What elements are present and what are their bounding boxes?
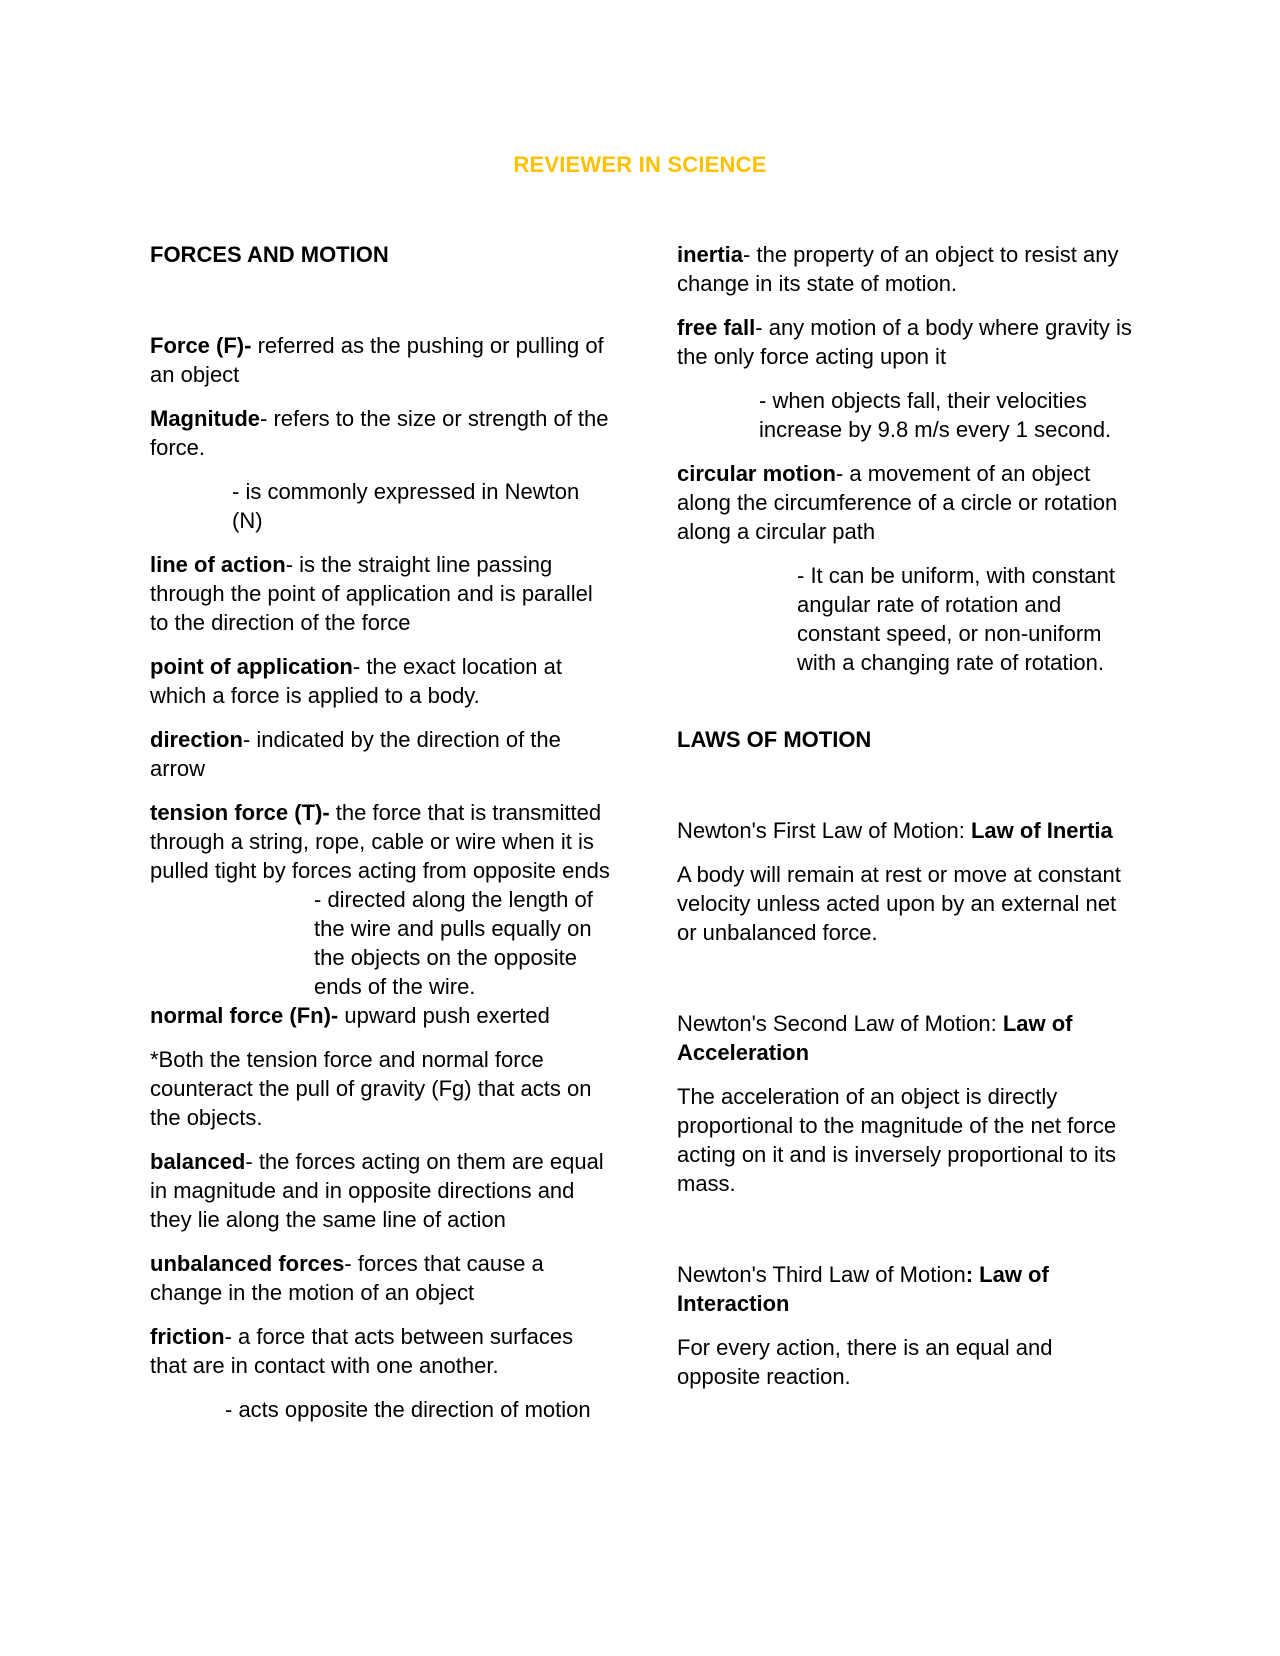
section-heading-forces: FORCES AND MOTION <box>150 242 389 267</box>
definition-magnitude <box>150 404 610 462</box>
law-prefix: Newton's Third Law of Motion <box>677 1262 966 1287</box>
definition-text: - a force that acts between surfaces that are in contact with one another. <box>150 1324 574 1378</box>
definition-friction <box>150 1322 610 1380</box>
definition-balanced <box>150 1147 610 1234</box>
forces-note: *Both the tension force and normal force counteract the pull of gravity (Fg) that acts on the objects. <box>150 1047 592 1130</box>
definition-normal <box>150 1001 610 1030</box>
term: circular motion <box>677 461 836 486</box>
document-title: REVIEWER IN SCIENCE <box>513 152 767 177</box>
term: Magnitude <box>150 406 260 431</box>
spacer <box>150 269 610 331</box>
definition-point-of-application <box>150 652 610 710</box>
law-prefix: Newton's First Law of Motion: <box>677 818 971 843</box>
law-1-title <box>677 816 1137 845</box>
definition-text: - refers to the size or strength of the force. <box>150 406 609 460</box>
law-3-title <box>677 1260 1137 1318</box>
friction-note: - acts opposite the direction of motion <box>225 1397 591 1422</box>
definition-circular-motion <box>677 459 1137 546</box>
law-name: Law of Inertia <box>970 818 1113 843</box>
spacer <box>677 1213 1137 1260</box>
term: line of action <box>150 552 286 577</box>
term: free fall <box>677 315 756 340</box>
definition-text: upward push exerted <box>338 1003 550 1028</box>
definition-text: - the forces acting on them are equal in magnitude and in opposite directions and they lie along the same line of action <box>150 1149 604 1232</box>
tension-note: - directed along the length of the wire and pulls equally on the objects on the opposite ends of the wire. <box>314 887 593 999</box>
term: direction <box>150 727 243 752</box>
spacer <box>677 754 1137 816</box>
definition-text: - indicated by the direction of the arrow <box>150 727 561 781</box>
term: point of application <box>150 654 353 679</box>
definition-text: - the property of an object to resist any change in its state of motion. <box>677 242 1119 296</box>
definition-inertia <box>677 240 1137 298</box>
definition-direction <box>150 725 610 783</box>
term: Force (F)- <box>150 333 252 358</box>
spacer <box>677 962 1137 1009</box>
magnitude-note: - is commonly expressed in Newton (N) <box>232 479 580 533</box>
definition-free-fall <box>677 313 1137 371</box>
definition-unbalanced <box>150 1249 610 1307</box>
right-column <box>677 240 1137 1406</box>
definition-force <box>150 331 610 389</box>
law-2-text: The acceleration of an object is directly proportional to the magnitude of the net force acting on it and is inversely proportional to its mass. <box>677 1084 1117 1196</box>
definition-line-of-action <box>150 550 610 637</box>
term: tension force (T)- <box>150 800 330 825</box>
law-name: : Law of Interaction <box>677 1262 1049 1316</box>
definition-text: - is the straight line passing through the point of application and is parallel to the direction of the force <box>150 552 593 635</box>
definition-text: - forces that cause a change in the motion of an object <box>150 1251 544 1305</box>
term: normal force (Fn)- <box>150 1003 339 1028</box>
term: friction <box>150 1324 225 1349</box>
law-3-text: For every action, there is an equal and opposite reaction. <box>677 1335 1053 1389</box>
circular-motion-note: - It can be uniform, with constant angular rate of rotation and constant speed, or non-uniform with a changing rate of rotation. <box>797 563 1115 675</box>
law-2-title <box>677 1009 1137 1067</box>
definition-tension <box>150 798 610 885</box>
definition-text: - a movement of an object along the circumference of a circle or rotation along a circular path <box>677 461 1118 544</box>
definition-text: - any motion of a body where gravity is the only force acting upon it <box>677 315 1132 369</box>
section-heading-laws: LAWS OF MOTION <box>677 727 872 752</box>
law-1-text: A body will remain at rest or move at constant velocity unless acted upon by an external net or unbalanced force. <box>677 862 1121 945</box>
law-prefix: Newton's Second Law of Motion: <box>677 1011 1003 1036</box>
law-name: Law of Acceleration <box>677 1011 1073 1065</box>
definition-text: the force that is transmitted through a string, rope, cable or wire when it is pulled tight by forces acting from opposite ends <box>150 800 610 883</box>
free-fall-note: - when objects fall, their velocities increase by 9.8 m/s every 1 second. <box>759 388 1112 442</box>
definition-text: referred as the pushing or pulling of an object <box>150 333 604 387</box>
definition-text: - the exact location at which a force is applied to a body. <box>150 654 562 708</box>
spacer <box>677 692 1137 725</box>
left-column <box>150 240 610 1439</box>
term: inertia <box>677 242 744 267</box>
term: unbalanced forces <box>150 1251 345 1276</box>
term: balanced <box>150 1149 246 1174</box>
